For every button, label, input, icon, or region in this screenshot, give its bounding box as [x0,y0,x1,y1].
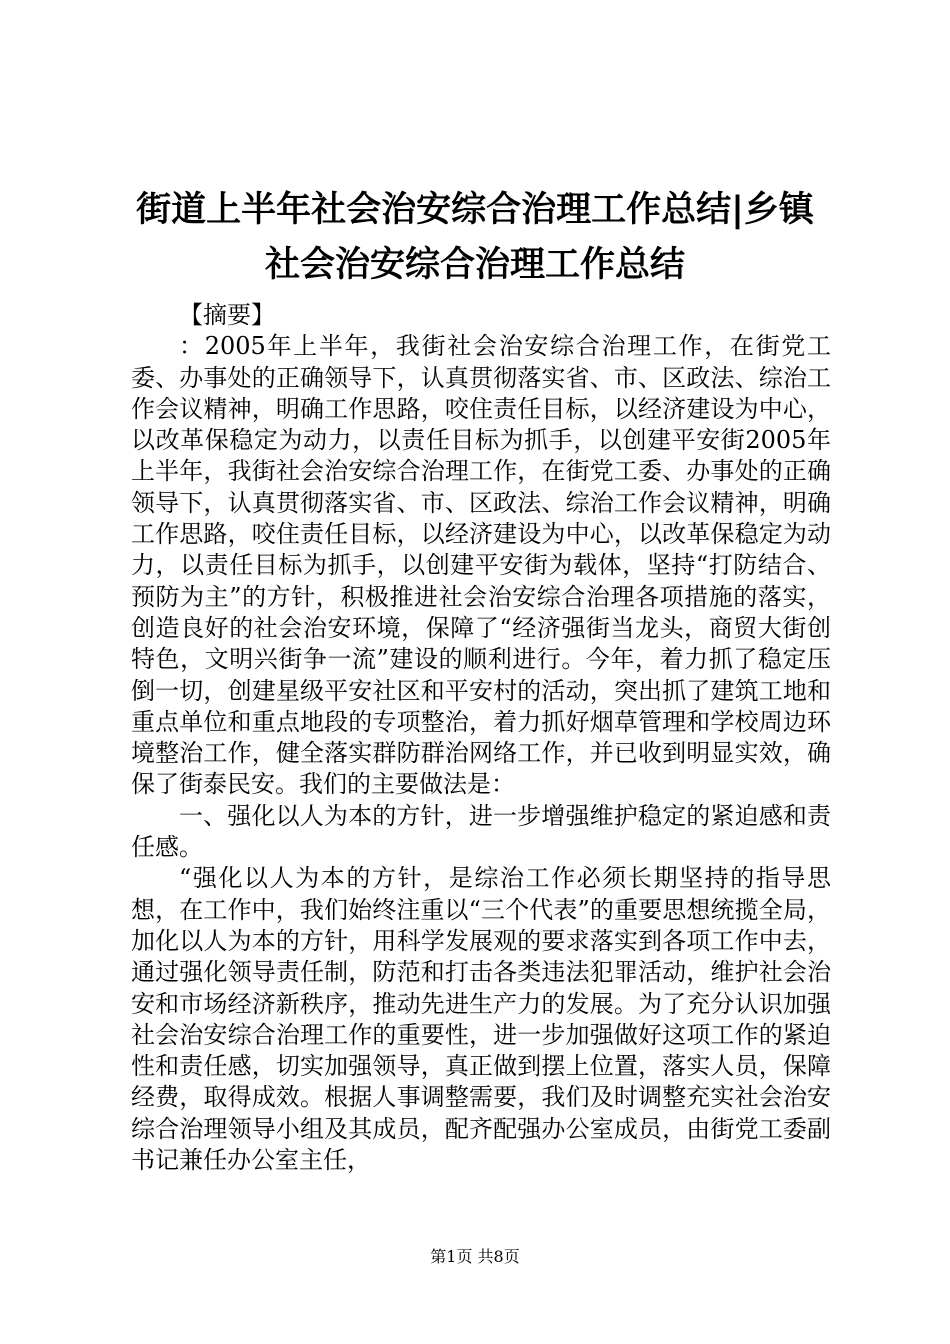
document-title-line-1: 街道上半年社会治安综合治理工作总结|乡镇 [136,190,814,230]
document-body [131,300,831,1176]
paragraph: “强化以人为本的方针，是综治工作必须长期坚持的指导思想，在工作中，我们始终注重以“三个代表”的重要思想统揽全局，加化以人为本的方针，用科学发展观的要求落实到各项工作中去，通过强化领导责任制，防范和打击各类违法犯罪活动，维护社会治安和市场经济新秩序，推动先进生产力的发展。为了充分认识加强社会治安综合治理工作的重要性，进一步加强做好这项工作的紧迫性和责任感，切实加强领导，真正做到摆上位置，落实人员，保障经费，取得成效。根据人事调整需要，我们及时调整充实社会治安综合治理领导小组及其成员，配齐配强办公室成员，由街党工委副书记兼任办公室主任， [131,864,831,1175]
document-title-line-2: 社会治安综合治理工作总结 [264,245,685,285]
page-footer: 第1页 共8页 [430,1247,520,1266]
paragraph: ：2005年上半年，我街社会治安综合治理工作，在街党工委、办事处的正确领导下，认真贯彻落实省、市、区政法、综治工作会议精神，明确工作思路，咬住责任目标，以经济建设为中心，以改革保稳定为动力，以责任目标为抓手，以创建平安街2005年上半年，我街社会治安综合治理工作，在街党工委、办事处的正确领导下，认真贯彻落实省、市、区政法、综治工作会议精神，明确工作思路，咬住责任目标，以经济建设为中心，以改革保稳定为动力，以责任目标为抓手，以创建平安街为载体，坚持“打防结合、预防为主”的方针，积极推进社会治安综合治理各项措施的落实，创造良好的社会治安环境，保障了“经济强街当龙头，商贸大街创特色，文明兴街争一流”建设的顺利进行。今年，着力抓了稳定压倒一切，创建星级平安社区和平安村的活动，突出抓了建筑工地和重点单位和重点地段的专项整治，着力抓好烟草管理和学校周边环境整治工作，健全落实群防群治网络工作，并已收到明显实效，确保了街泰民安。我们的主要做法是： [131,332,831,799]
abstract-label: 【摘要】 [179,301,275,329]
paragraph: 一、强化以人为本的方针，进一步增强维护稳定的紧迫感和责任感。 [131,801,831,862]
